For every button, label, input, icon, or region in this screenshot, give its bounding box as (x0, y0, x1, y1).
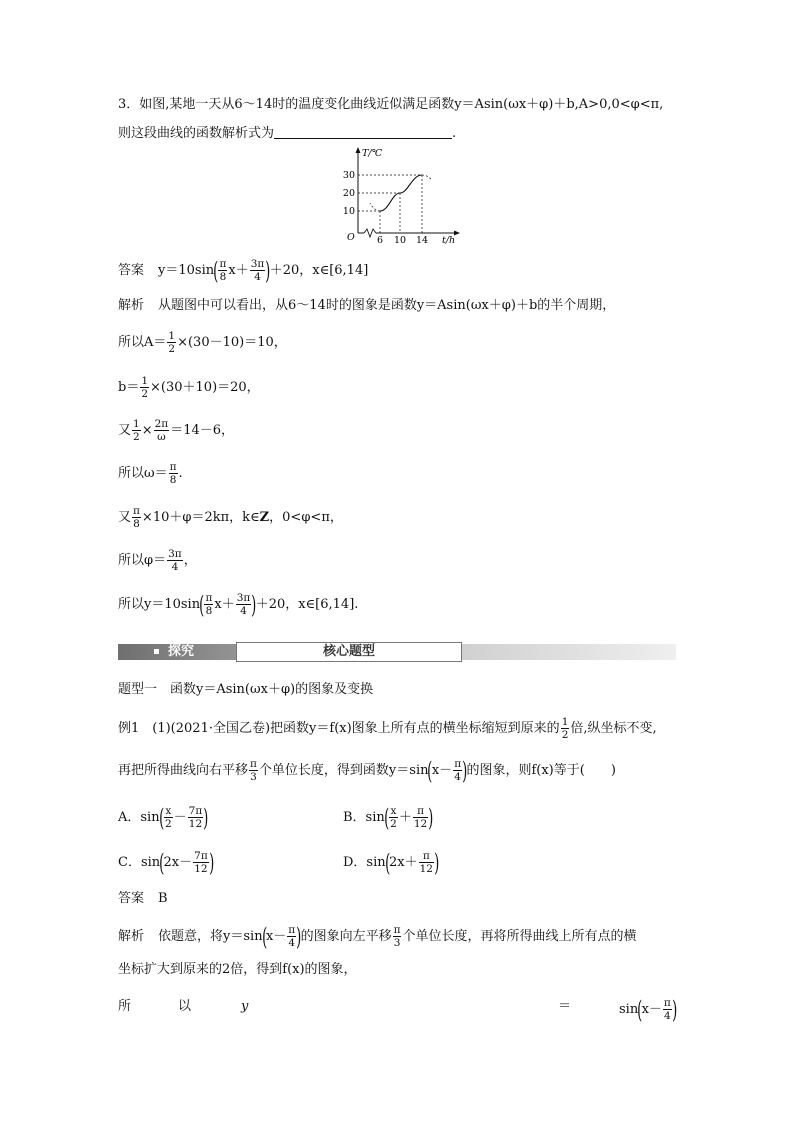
analysis-example-1-line-2: 坐标扩大到原来的2倍，得到f(x)的图象， (118, 962, 357, 977)
problem-3-line-2 (118, 124, 456, 144)
x-axis-label: t/h (442, 235, 456, 245)
analysis-sin-expression: sin(x－ $\frac{\pi}{4}$ ) (619, 995, 678, 1024)
analysis-var-y: y (241, 999, 249, 1014)
y-tick-30: 30 (342, 170, 355, 181)
answer-blank (274, 124, 452, 139)
analysis-3-line-2: 所以A＝ $\frac{1}{2}$ ×(30－10)＝10， (118, 330, 287, 355)
section-label-core-topics: 核心题型 (236, 642, 462, 662)
section-label-explore: 探究 (168, 644, 195, 659)
fraction: $\frac{\pi}{8}$ (219, 258, 227, 283)
bullet-square-icon (154, 649, 159, 654)
analysis-3-line-5: 所以ω＝ $\frac{\pi}{8}$ . (118, 461, 183, 486)
y-axis-label: T/℃ (362, 148, 383, 159)
option-a: A．sin( $\frac{x}{2}$ － $\frac{7\pi}{12}$ ) (118, 803, 209, 832)
answer-label: 答案 (118, 263, 145, 278)
x-tick-6: 6 (376, 235, 384, 245)
analysis-example-1-line-1: 解析 依题意，将y＝sin(x－ $\frac{\pi}{4}$ )的图象向左平移 $\frac{\pi}{3}$ 个单位长度，再将所得曲线上所有点的横 (118, 922, 637, 951)
analysis-word-suo: 所 (118, 999, 132, 1014)
option-d: D．sin(2x＋ $\frac{\pi}{12}$ ) (343, 848, 440, 877)
problem-3-prompt: 则这段曲线的函数解析式为 (118, 126, 275, 141)
y-tick-20: 20 (342, 188, 355, 199)
analysis-3-line-1: 解析 从题图中可以看出，从6～14时的图象是函数y＝Asin(ωx＋φ)＋b的半个周期， (118, 298, 616, 313)
temperature-curve-figure (336, 145, 466, 245)
analysis-3-line-3: b＝ $\frac{1}{2}$ ×(30＋10)＝20， (118, 375, 260, 400)
answer-3: 答案 y＝10sin( $\frac{\pi}{8}$ x＋ $\frac{3\pi}{4}$ )＋20，x∈[6,14] (118, 256, 369, 285)
x-tick-10: 10 (393, 235, 407, 245)
fraction: $\frac{3\pi}{4}$ (250, 258, 265, 283)
answer-y: y＝10sin (158, 263, 215, 278)
topic-1-heading: 题型一 函数y＝Asin(ωx＋φ)的图象及变换 (118, 682, 374, 697)
analysis-equals: ＝ (558, 999, 572, 1014)
curve-extension-left (370, 203, 380, 211)
answer-example-1: 答案 B (118, 891, 168, 906)
analysis-3-line-7: 所以φ＝ $\frac{3\pi}{4}$ ， (118, 548, 197, 573)
axis-break (364, 229, 376, 237)
origin-label: O (347, 232, 355, 243)
analysis-3-line-4: 又 $\frac{1}{2}$ × $\frac{2\pi}{\omega}$ ＝14－6， (118, 418, 235, 443)
analysis-3-line-8: 所以y＝10sin( $\frac{\pi}{8}$ x＋ $\frac{3\pi}{4}$ )＋20，x∈[6,14]. (118, 590, 359, 619)
option-b: B．sin( $\frac{x}{2}$ ＋ $\frac{\pi}{12}$ ) (343, 803, 434, 832)
analysis-3-line-6: 又 $\frac{\pi}{8}$ ×10＋φ＝2kπ，k∈Z，0<φ<π， (118, 505, 343, 530)
problem-3-line-1: 3．如图,某地一天从6～14时的温度变化曲线近似满足函数y＝Asin(ωx＋φ)＋b,A>0,0<φ<π, (118, 97, 664, 112)
y-tick-10: 10 (342, 206, 355, 217)
analysis-word-yi: 以 (178, 999, 192, 1014)
curve-extension-right (422, 175, 432, 180)
example-1-line-1: 例1 (1)(2021·全国乙卷)把函数y＝f(x)图象上所有点的横坐标缩短到原来的 $\frac{1}{2}$ 倍,纵坐标不变, (118, 716, 657, 741)
problem-3-period: . (452, 126, 457, 141)
y-axis-arrow (356, 147, 361, 153)
x-tick-14: 14 (415, 235, 429, 245)
section-banner (118, 642, 676, 662)
example-1-line-2: 再把所得曲线向右平移 $\frac{\pi}{3}$ 个单位长度，得到函数y＝sin(x－ $\frac{\pi}{4}$ )的图象，则f(x)等于( ) (118, 756, 616, 785)
option-c: C．sin(2x－ $\frac{7\pi}{12}$ ) (118, 848, 214, 877)
